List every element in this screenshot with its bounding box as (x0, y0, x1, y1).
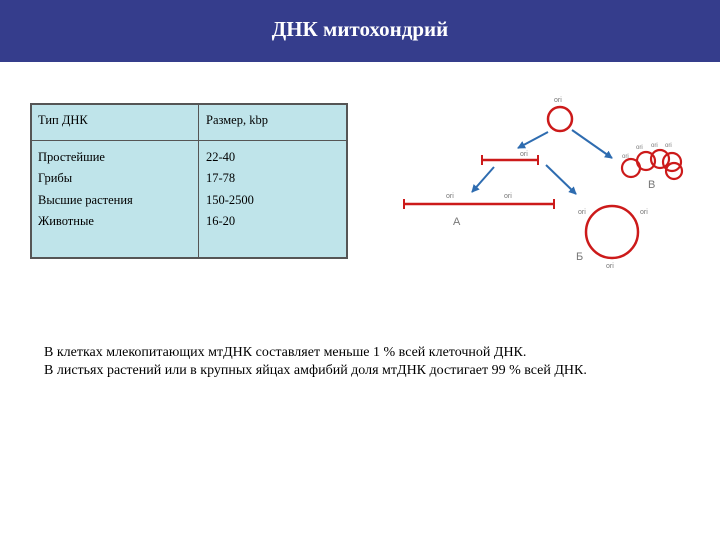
header-dna-type: Тип ДНК (31, 104, 199, 140)
arrow-to-multimer (572, 130, 612, 158)
note-line: В листьях растений или в крупных яйцах амфибий доля мтДНК достигает 99 % всей ДНК. (44, 363, 587, 378)
info-note (44, 344, 704, 380)
ori-label: ori (504, 193, 512, 200)
ori-label: ori (446, 193, 454, 200)
size-cell: 16-20 (206, 214, 236, 228)
label-b: Б (576, 251, 584, 263)
size-cell: 150-2500 (206, 192, 254, 207)
top-circular-dna (548, 107, 572, 131)
title-bar (0, 0, 720, 62)
type-column (31, 140, 199, 258)
ori-label: ori (640, 209, 648, 216)
size-cell: 17-78 (206, 171, 236, 185)
dna-size-table (30, 103, 348, 259)
ori-label: ori (651, 143, 658, 149)
ori-label: ori (578, 209, 586, 216)
type-cell: Животные (38, 214, 94, 228)
type-cell: Грибы (38, 171, 73, 185)
table-body-row (31, 140, 347, 258)
header-size: Размер, kbp (199, 104, 348, 140)
ori-label: ori (520, 151, 528, 158)
type-cell: Простейшие (38, 149, 105, 164)
mtdna-forms-diagram (390, 92, 700, 272)
large-circular-dna (586, 206, 638, 258)
table-header-row (31, 104, 347, 140)
type-cell: Высшие растения (38, 192, 133, 207)
ori-label: ori (622, 154, 629, 160)
label-a: A (453, 216, 461, 228)
arrow-to-long-linear (472, 167, 494, 192)
size-cell: 22-40 (206, 149, 236, 164)
arrow-to-linear (518, 132, 548, 148)
ori-label: ori (554, 97, 562, 104)
arrow-to-large-circle (546, 165, 576, 194)
slide-title: ДНК митохондрий (271, 17, 449, 41)
size-column (199, 140, 348, 258)
note-line: В клетках млекопитающих мтДНК составляет меньше 1 % всей клеточной ДНК. (44, 345, 527, 360)
ori-label: ori (636, 145, 643, 151)
ori-label: ori (606, 263, 614, 270)
label-v: В (648, 179, 656, 191)
ori-label: ori (665, 143, 672, 149)
